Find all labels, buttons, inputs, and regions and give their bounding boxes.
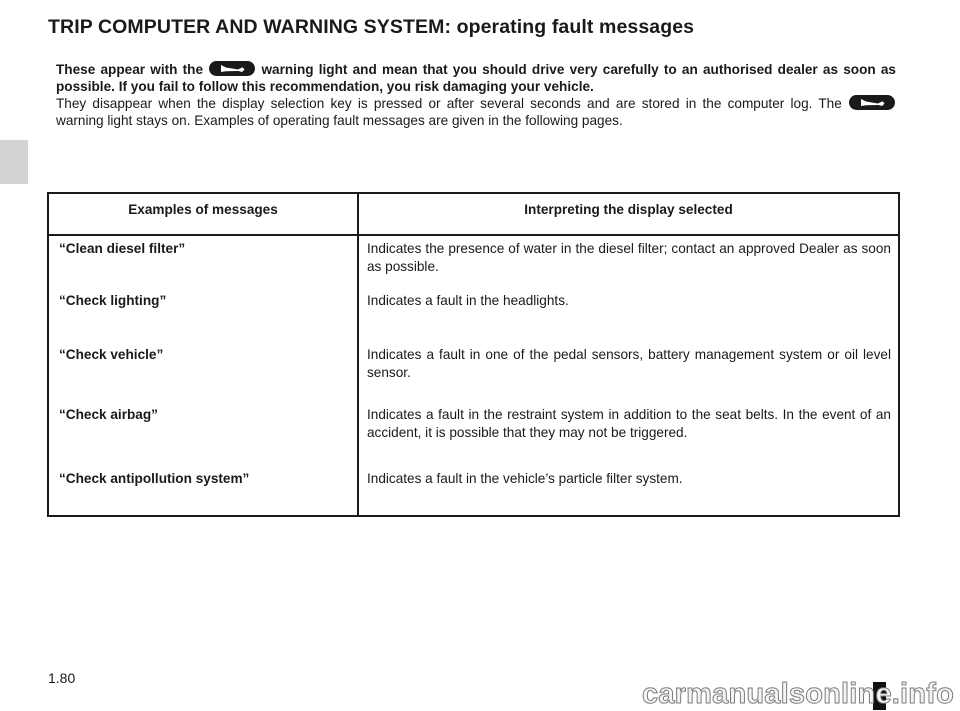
- section-tab: [0, 140, 28, 184]
- wrench-warning-icon: [209, 61, 255, 76]
- info-text-end: warning light stays on. Examples of operating fault messages are given in the following pages.: [56, 113, 623, 128]
- message-check-lighting: “Check lighting”: [59, 293, 167, 308]
- interpretation-check-antipollution: Indicates a fault in the vehicle’s particle filter system.: [367, 471, 683, 486]
- info-paragraph: [56, 95, 896, 129]
- page-number: 1.80: [48, 670, 76, 686]
- wrench-warning-icon: [849, 95, 895, 110]
- fault-messages-table: [47, 192, 900, 517]
- page-title: TRIP COMPUTER AND WARNING SYSTEM: operating fault messages: [48, 16, 695, 38]
- header-messages: Examples of messages: [128, 202, 278, 217]
- interpretation-check-airbag: Indicates a fault in the restraint system in addition to the seat belts. In the event of an accident, it is possible that they may not be triggered.: [367, 407, 891, 440]
- header-divider: [49, 234, 898, 236]
- message-check-vehicle: “Check vehicle”: [59, 347, 164, 362]
- intro-text: [56, 61, 896, 129]
- message-check-airbag: “Check airbag”: [59, 407, 158, 422]
- message-clean-diesel-filter: “Clean diesel filter”: [59, 241, 186, 256]
- message-check-antipollution: “Check antipollution system”: [59, 471, 250, 486]
- watermark: carmanualsonline.info: [642, 678, 954, 710]
- interpretation-clean-diesel-filter: Indicates the presence of water in the diesel filter; contact an approved Dealer as soon as possible.: [367, 241, 891, 274]
- warning-text-end: warning light and mean that you should drive very carefully to an authorised dealer as soon as possible. If you fail to follow this recommendation, you risk damaging your vehicle.: [56, 62, 896, 94]
- header-interpretation: Interpreting the display selected: [524, 202, 733, 217]
- warning-paragraph: [56, 61, 896, 95]
- info-text-start: They disappear when the display selection key is pressed or after several seconds and are stored in the computer log. The: [56, 96, 842, 111]
- column-divider: [357, 194, 359, 515]
- warning-text-start: These appear with the: [56, 62, 204, 77]
- interpretation-check-lighting: Indicates a fault in the headlights.: [367, 293, 569, 308]
- interpretation-check-vehicle: Indicates a fault in one of the pedal sensors, battery management system or oil level sensor.: [367, 347, 891, 380]
